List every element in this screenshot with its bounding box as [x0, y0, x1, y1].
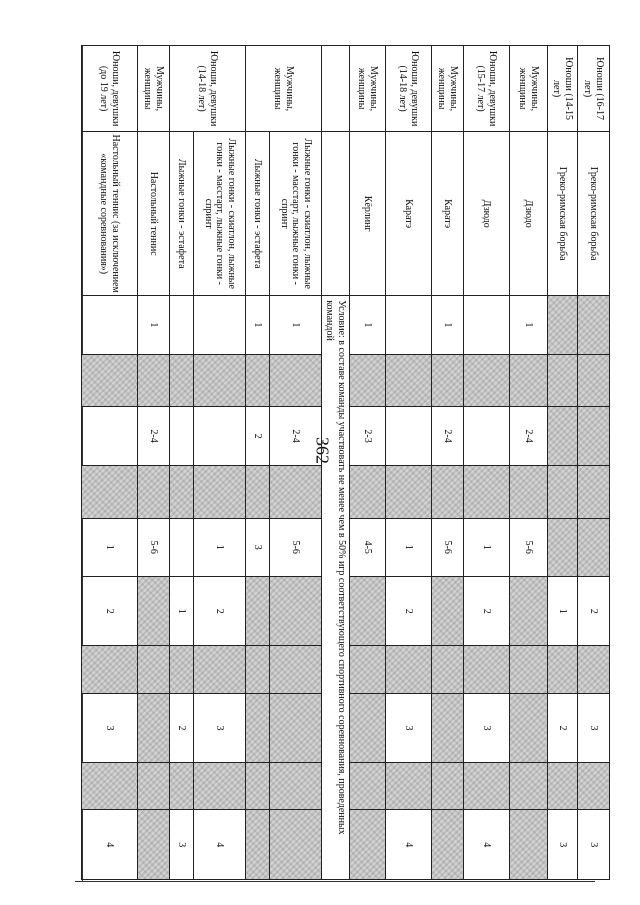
rank-cell: 5-6: [270, 518, 322, 576]
rank-cell: 3: [578, 693, 610, 763]
condition-note: Условие: в составе команды участвовать не менее чем в 50% игр соответствующего спортивного соревнования, проведенных командой: [322, 296, 350, 880]
rank-cell: 2: [386, 576, 432, 646]
rank-cell: 2: [464, 576, 510, 646]
table-row: [464, 46, 510, 880]
rank-cell: [432, 646, 464, 693]
rank-cell: [510, 763, 548, 810]
rank-cell: [270, 810, 322, 880]
age-group: Мужчины, женщины: [432, 46, 464, 132]
rank-cell: [194, 296, 246, 354]
rank-cell: 5-6: [510, 518, 548, 576]
discipline: Лыжные гонки - скиатлон, лыжные гонки - масстарт, лыжные гонки - спринт: [194, 132, 246, 296]
rank-cell: [578, 763, 610, 810]
table-row: [138, 46, 170, 880]
discipline: Кёрлинг: [350, 132, 386, 296]
table-row: [270, 46, 322, 880]
rank-cell: 1: [194, 518, 246, 576]
discipline: Лыжные гонки - эстафета: [170, 132, 194, 296]
rank-cell: [350, 354, 386, 407]
rank-cell: 3: [464, 693, 510, 763]
rank-cell: [548, 518, 578, 576]
rank-cell: [464, 646, 510, 693]
discipline: Греко-римская борьба: [548, 132, 578, 296]
page-number: 362: [312, 437, 333, 464]
rank-cell: 3: [386, 693, 432, 763]
rank-cell: 2: [578, 576, 610, 646]
rank-cell: 1: [350, 296, 386, 354]
rotated-table-area: [98, 45, 610, 880]
discipline: Каратэ: [386, 132, 432, 296]
discipline: Настольный теннис: [138, 132, 170, 296]
rank-cell: 2: [82, 576, 138, 646]
rank-cell: [246, 810, 270, 880]
rank-cell: 1: [170, 576, 194, 646]
rank-cell: [464, 763, 510, 810]
rank-cell: 3: [194, 693, 246, 763]
rank-cell: 2-4: [138, 407, 170, 465]
age-group: Мужчины, женщины: [510, 46, 548, 132]
rank-cell: [578, 407, 610, 465]
rank-cell: [82, 407, 138, 465]
rank-cell: [510, 576, 548, 646]
rank-cell: [432, 354, 464, 407]
rank-cell: 1: [246, 296, 270, 354]
rank-cell: 2: [170, 693, 194, 763]
discipline: Каратэ: [432, 132, 464, 296]
rank-cell: 1: [464, 518, 510, 576]
rank-cell: [194, 763, 246, 810]
rank-cell: [510, 646, 548, 693]
rank-cell: 3: [578, 810, 610, 880]
rank-cell: [578, 354, 610, 407]
rank-cell: [138, 576, 170, 646]
discipline: Дзюдо: [464, 132, 510, 296]
rank-cell: [138, 646, 170, 693]
table-row: [548, 46, 578, 880]
age-group: Мужчины, женщины: [350, 46, 386, 132]
rank-cell: 2-4: [270, 407, 322, 465]
rank-cell: [578, 465, 610, 518]
rank-cell: [138, 810, 170, 880]
rank-cell: [432, 465, 464, 518]
rank-cell: [138, 763, 170, 810]
rank-cell: [510, 354, 548, 407]
age-group: Мужчины, женщины: [138, 46, 170, 132]
rank-cell: [170, 465, 194, 518]
rank-cell: [270, 576, 322, 646]
table-row: [432, 46, 464, 880]
rank-cell: 2: [246, 407, 270, 465]
rank-cell: [82, 354, 138, 407]
rank-cell: 4: [82, 810, 138, 880]
rank-cell: [350, 763, 386, 810]
age-group: Юноши, девушки (14-18 лет): [170, 46, 246, 132]
rank-cell: 4: [386, 810, 432, 880]
rank-cell: [386, 646, 432, 693]
rank-cell: [464, 465, 510, 518]
age-group: Юноши (14-15 лет): [548, 46, 578, 132]
rank-cell: [350, 576, 386, 646]
rank-cell: [82, 763, 138, 810]
rank-cell: 2: [548, 693, 578, 763]
table-row: [194, 46, 246, 880]
rank-cell: [270, 646, 322, 693]
rank-cell: [194, 407, 246, 465]
rank-cell: [510, 465, 548, 518]
rank-cell: [82, 646, 138, 693]
rank-cell: [548, 465, 578, 518]
rank-cell: 3: [82, 693, 138, 763]
rank-cell: [464, 407, 510, 465]
rank-cell: [170, 407, 194, 465]
rank-cell: 1: [548, 576, 578, 646]
rank-cell: 5-6: [432, 518, 464, 576]
rank-cell: [548, 354, 578, 407]
rank-cell: [170, 763, 194, 810]
age-group: Юноши, девушки (14-18 лет): [386, 46, 432, 132]
age-group: Юноши, девушки (15-17 лет): [464, 46, 510, 132]
rank-cell: [548, 763, 578, 810]
rank-cell: [246, 646, 270, 693]
condition-spacer: [322, 132, 350, 296]
rank-cell: [246, 693, 270, 763]
table-row: [246, 46, 270, 880]
rank-cell: [386, 354, 432, 407]
age-group: Мужчины, женщины: [246, 46, 322, 132]
rank-cell: [548, 646, 578, 693]
rank-cell: 2: [194, 576, 246, 646]
rank-cell: 4: [194, 810, 246, 880]
rank-cell: 5-6: [138, 518, 170, 576]
rank-cell: 1: [82, 518, 138, 576]
rank-cell: [82, 465, 138, 518]
rank-cell: [194, 646, 246, 693]
rank-cell: 2-4: [432, 407, 464, 465]
rank-cell: [578, 518, 610, 576]
table-row: [170, 46, 194, 880]
margin-rule: [75, 881, 595, 882]
discipline: Греко-римская борьба: [578, 132, 610, 296]
discipline: Дзюдо: [510, 132, 548, 296]
table-row: [322, 46, 350, 880]
rank-cell: [464, 296, 510, 354]
rank-cell: 4-5: [350, 518, 386, 576]
rank-cell: [270, 693, 322, 763]
rank-cell: [386, 296, 432, 354]
table-row: [510, 46, 548, 880]
rank-cell: [246, 354, 270, 407]
ranking-table: [81, 45, 610, 880]
rank-cell: [170, 296, 194, 354]
rank-cell: [82, 296, 138, 354]
rank-cell: [270, 354, 322, 407]
rank-cell: [170, 354, 194, 407]
rank-cell: [386, 465, 432, 518]
table-row: [386, 46, 432, 880]
rank-cell: [138, 354, 170, 407]
rank-cell: [548, 296, 578, 354]
rank-cell: [170, 646, 194, 693]
rank-cell: [194, 465, 246, 518]
rank-cell: 1: [432, 296, 464, 354]
rank-cell: [138, 693, 170, 763]
rank-cell: [578, 646, 610, 693]
discipline: Лыжные гонки - скиатлон, лыжные гонки - масстарт, лыжные гонки - спринт: [270, 132, 322, 296]
rank-cell: 3: [246, 518, 270, 576]
rank-cell: [386, 407, 432, 465]
rank-cell: [464, 354, 510, 407]
rank-cell: 2-4: [510, 407, 548, 465]
rank-cell: [510, 693, 548, 763]
discipline: Лыжные гонки - эстафета: [246, 132, 270, 296]
rank-cell: [170, 518, 194, 576]
rank-cell: [270, 763, 322, 810]
rank-cell: 3: [548, 810, 578, 880]
rank-cell: [138, 465, 170, 518]
rank-cell: [432, 810, 464, 880]
rank-cell: [350, 465, 386, 518]
rank-cell: [432, 576, 464, 646]
rank-cell: [350, 810, 386, 880]
rank-cell: [548, 407, 578, 465]
rank-cell: [578, 296, 610, 354]
rank-cell: [386, 763, 432, 810]
rank-cell: 4: [464, 810, 510, 880]
rank-cell: [194, 354, 246, 407]
rank-cell: [432, 693, 464, 763]
table-row: [578, 46, 610, 880]
rank-cell: 1: [386, 518, 432, 576]
rank-cell: [350, 646, 386, 693]
age-group: Юноши (16-17 лет): [578, 46, 610, 132]
rank-cell: 1: [270, 296, 322, 354]
table-row: [350, 46, 386, 880]
rank-cell: [350, 693, 386, 763]
rank-cell: [246, 576, 270, 646]
rank-cell: [270, 465, 322, 518]
discipline: Настольный теннис (за исключением «командные соревнования»): [82, 132, 138, 296]
rank-cell: 1: [138, 296, 170, 354]
rank-cell: 1: [510, 296, 548, 354]
rank-cell: [246, 763, 270, 810]
rank-cell: 2-3: [350, 407, 386, 465]
rank-cell: [510, 810, 548, 880]
rank-cell: 3: [170, 810, 194, 880]
condition-spacer: [322, 46, 350, 132]
rank-cell: [246, 465, 270, 518]
table-row: [82, 46, 138, 880]
rank-cell: [432, 763, 464, 810]
age-group: Юноши, девушки (до 19 лет): [82, 46, 138, 132]
